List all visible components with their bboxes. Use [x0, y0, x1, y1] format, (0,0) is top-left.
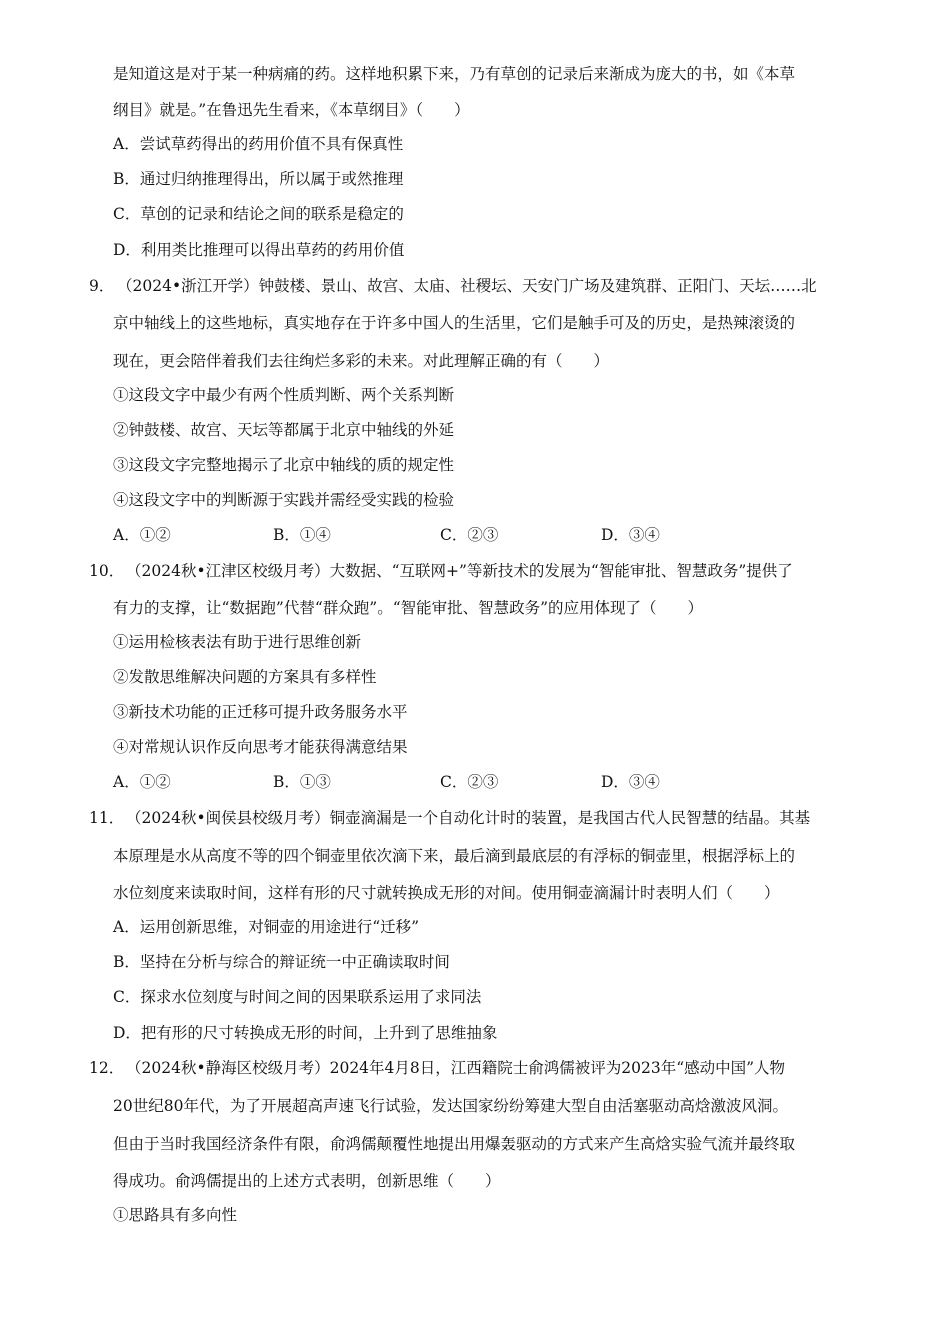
q9-item-4: ④这段文字中的判断源于实践并需经受实践的检验: [113, 491, 455, 509]
q10-line-2: 有力的支撑，让“数据跑”代替“群众跑”。“智能审批、智慧政务”的应用体现了（ ）: [113, 599, 704, 617]
q11-option-a: A．运用创新思维，对铜壶的用途进行“迁移”: [113, 918, 420, 936]
q9-number: 9．: [89, 277, 115, 295]
q10-item-1: ①运用检核表法有助于进行思维创新: [113, 633, 362, 651]
q10-choice-d: D．③④: [601, 773, 660, 791]
q12-line-3: 但由于当时我国经济条件有限，俞鸿儒颠覆性地提出用爆轰驱动的方式来产生高焓实验气流并最终取: [113, 1135, 796, 1153]
q11-option-c: C．探求水位刻度与时间之间的因果联系运用了求同法: [113, 988, 482, 1006]
q10-choice-a: A．①②: [113, 773, 171, 791]
q12-line-2: 20世纪80年代，为了开展超高声速飞行试验，发达国家纷纷筹建大型自由活塞驱动高焓激波风洞。: [113, 1097, 788, 1115]
q11-number: 11．: [89, 809, 125, 827]
q10-number: 10．: [89, 562, 125, 580]
q9-item-3: ③这段文字完整地揭示了北京中轴线的质的规定性: [113, 456, 455, 474]
q11-line-1: （2024秋•闽侯县校级月考）铜壶滴漏是一个自动化计时的装置，是我国古代人民智慧的结晶。其基: [126, 809, 811, 827]
q9-choice-a: A．①②: [113, 526, 171, 544]
q12-line-1: （2024秋•静海区校级月考）2024年4月8日，江西籍院士俞鸿儒被评为2023年“感动中国”人物: [126, 1059, 786, 1077]
q12-number: 12．: [89, 1059, 125, 1077]
q9-line-3: 现在，更会陪伴着我们去往绚烂多彩的未来。对此理解正确的有（ ）: [113, 352, 610, 370]
q12-line-4: 得成功。俞鸿儒提出的上述方式表明，创新思维（ ）: [113, 1172, 501, 1190]
q11-line-2: 本原理是水从高度不等的四个铜壶里依次滴下来，最后滴到最底层的有浮标的铜壶里，根据浮标上的: [113, 847, 796, 865]
q9-item-2: ②钟鼓楼、故宫、天坛等都属于北京中轴线的外延: [113, 421, 455, 439]
q8-option-a: A．尝试草药得出的药用价值不具有保真性: [113, 135, 404, 153]
q11-line-3: 水位刻度来读取时间，这样有形的尺寸就转换成无形的对间。使用铜壶滴漏计时表明人们（ ）: [113, 884, 780, 902]
q8-line-1: 是知道这是对于某一种病痛的药。这样地积累下来，乃有草创的记录后来渐成为庞大的书，如《本草: [113, 65, 796, 83]
q8-option-c: C．草创的记录和结论之间的联系是稳定的: [113, 205, 404, 223]
q8-line-2: 纲目》就是。”在鲁迅先生看来，《本草纲目》（ ）: [113, 101, 470, 119]
q9-choice-c: C．②③: [440, 526, 499, 544]
q10-item-2: ②发散思维解决问题的方案具有多样性: [113, 668, 377, 686]
q8-option-d: D．利用类比推理可以得出草药的药用价值: [113, 241, 405, 259]
q12-item-1: ①思路具有多向性: [113, 1206, 238, 1224]
q9-choice-b: B．①④: [273, 526, 331, 544]
q11-option-d: D．把有形的尺寸转换成无形的时间，上升到了思维抽象: [113, 1024, 498, 1042]
q10-choice-c: C．②③: [440, 773, 499, 791]
q9-line-1: （2024•浙江开学）钟鼓楼、景山、故宫、太庙、社稷坛、天安门广场及建筑群、正阳门、天坛……北: [117, 277, 817, 295]
q8-option-b: B．通过归纳推理得出，所以属于或然推理: [113, 170, 404, 188]
q10-item-3: ③新技术功能的正迁移可提升政务服务水平: [113, 703, 408, 721]
q10-line-1: （2024秋•江津区校级月考）大数据、“互联网+”等新技术的发展为“智能审批、智慧政务”提供了: [126, 562, 793, 580]
q10-item-4: ④对常规认识作反向思考才能获得满意结果: [113, 738, 408, 756]
q11-option-b: B．坚持在分析与综合的辩证统一中正确读取时间: [113, 953, 450, 971]
q9-item-1: ①这段文字中最少有两个性质判断、两个关系判断: [113, 386, 455, 404]
q9-choice-d: D．③④: [601, 526, 660, 544]
q9-line-2: 京中轴线上的这些地标，真实地存在于许多中国人的生活里，它们是触手可及的历史，是热辣滚烫的: [113, 314, 796, 332]
q10-choice-b: B．①③: [273, 773, 331, 791]
